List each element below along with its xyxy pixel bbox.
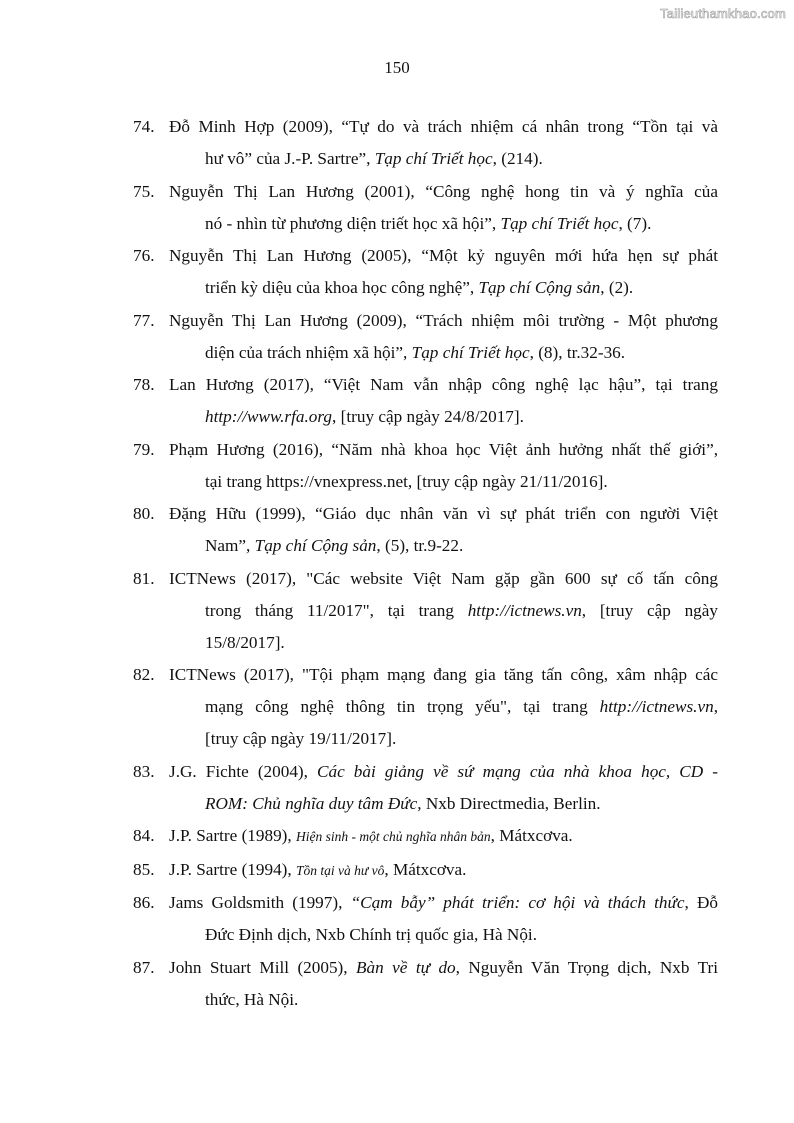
reference-text: Phạm Hương (2016), “Năm nhà khoa học Việt ảnh hưởng nhất thế giới”, <box>169 439 718 459</box>
reference-text: [truy cập ngày 19/11/2017]. <box>205 729 397 748</box>
reference-line <box>169 887 718 919</box>
reference-line <box>169 143 718 175</box>
reference-line <box>169 498 718 530</box>
reference-text: ICTNews (2017), "Tội phạm mạng đang gia tăng tấn công, xâm nhập các <box>169 665 718 684</box>
reference-line <box>169 111 718 143</box>
reference-line <box>169 756 718 788</box>
reference-text: mạng công nghệ thông tin trọng yếu", tại trang <box>205 697 600 716</box>
reference-text: , Mátxcơva. <box>384 859 467 879</box>
reference-line <box>169 952 718 984</box>
reference-text: Nguyễn Thị Lan Hương (2009), “Trách nhiệm môi trường - Một phương <box>169 310 718 330</box>
reference-line <box>169 820 718 853</box>
reference-number: 86. <box>133 893 155 912</box>
reference-line <box>169 723 718 755</box>
reference-italic-text: Hiện sinh - một chủ nghĩa nhân bản <box>295 829 491 844</box>
reference-item <box>133 240 718 304</box>
reference-text: , (5), tr.9-22. <box>376 536 464 555</box>
reference-text: , (214). <box>492 149 543 168</box>
reference-text: triển kỳ diệu của khoa học công nghệ”, <box>205 278 479 297</box>
reference-number: 83. <box>133 761 155 781</box>
reference-line <box>169 272 718 304</box>
reference-text: 15/8/2017]. <box>205 632 285 652</box>
reference-line <box>169 691 718 723</box>
reference-text: Nxb Directmedia, Berlin. <box>421 793 601 813</box>
reference-text: trong tháng 11/2017", tại trang <box>205 600 468 620</box>
reference-text: , Nguyễn Văn Trọng dịch, Nxb Tri <box>455 957 718 977</box>
reference-line <box>169 627 718 659</box>
reference-text: , [truy cập ngày 24/8/2017]. <box>332 407 524 426</box>
reference-text: , (8), tr.32-36. <box>529 342 626 362</box>
reference-text: , Mátxcơva. <box>490 826 573 845</box>
reference-item <box>133 563 718 659</box>
reference-item <box>133 369 718 433</box>
reference-line <box>169 369 718 401</box>
reference-line <box>169 176 718 208</box>
reference-text: J.P. Sartre (1989), <box>169 826 296 845</box>
reference-italic-text: Bàn về tự do <box>356 957 456 977</box>
reference-text: , [truy cập ngày <box>581 600 718 620</box>
reference-line <box>169 466 718 498</box>
reference-text: Lan Hương (2017), “Việt Nam vẫn nhập công nghệ lạc hậu”, tại trang <box>169 375 718 394</box>
reference-italic-text: http://www.rfa.org <box>205 407 333 426</box>
reference-text: , (7). <box>618 213 652 233</box>
reference-item <box>133 176 718 240</box>
reference-number: 74. <box>133 117 155 136</box>
reference-line <box>169 434 718 466</box>
reference-italic-text: Tạp chí Triết học <box>374 149 493 168</box>
reference-text: Jams Goldsmith (1997), <box>169 893 351 912</box>
reference-text: , <box>713 697 718 716</box>
reference-line <box>169 595 718 627</box>
reference-number: 75. <box>133 181 155 201</box>
reference-italic-text: Tạp chí Triết học <box>500 213 619 233</box>
reference-line <box>169 563 718 595</box>
reference-number: 85. <box>133 859 155 879</box>
reference-item <box>133 111 718 175</box>
reference-italic-text: “Cạm bẫy” phát triển: cơ hội và thách thức <box>350 893 685 912</box>
reference-italic-text: Tạp chí Cộng sản <box>254 536 377 555</box>
reference-text: tại trang https://vnexpress.net, [truy cập ngày 21/11/2016]. <box>205 471 608 491</box>
reference-line <box>169 919 718 951</box>
reference-text: John Stuart Mill (2005), <box>169 957 357 977</box>
watermark-text: Tailieuthamkhao.com <box>660 6 786 21</box>
reference-line <box>169 530 718 562</box>
reference-italic-text: Tạp chí Triết học <box>411 342 530 362</box>
reference-list <box>133 111 718 1016</box>
reference-item <box>133 305 718 369</box>
reference-italic-text: Các bài giảng về sứ mạng của nhà khoa học, CD - <box>317 761 718 781</box>
reference-text: Nam”, <box>205 536 255 555</box>
reference-item <box>133 659 718 755</box>
reference-text: diện của trách nhiệm xã hội”, <box>205 342 412 362</box>
reference-italic-text: http://ictnews.vn <box>599 697 714 716</box>
reference-number: 78. <box>133 375 155 394</box>
reference-text: thức, Hà Nội. <box>205 989 299 1009</box>
reference-item <box>133 854 718 887</box>
reference-line <box>169 788 718 820</box>
reference-text: nó - nhìn từ phương diện triết học xã hội”, <box>205 213 501 233</box>
reference-italic-text: Tồn tại và hư vô <box>295 862 385 878</box>
reference-line <box>169 984 718 1016</box>
reference-text: ICTNews (2017), "Các website Việt Nam gặp gần 600 sự cố tấn công <box>169 568 718 588</box>
reference-item <box>133 756 718 820</box>
reference-line <box>169 659 718 691</box>
reference-text: Nguyễn Thị Lan Hương (2001), “Công nghệ hong tin và ý nghĩa của <box>169 181 718 201</box>
reference-text: , (2). <box>600 278 634 297</box>
reference-number: 84. <box>133 826 155 845</box>
reference-text: J.G. Fichte (2004), <box>169 761 318 781</box>
reference-text: Đặng Hữu (1999), “Giáo dục nhân văn vì sự phát triển con người Việt <box>169 504 718 523</box>
reference-line <box>169 240 718 272</box>
reference-line <box>169 401 718 433</box>
reference-number: 80. <box>133 504 155 523</box>
reference-number: 81. <box>133 568 155 588</box>
reference-text: hư vô” của J.-P. Sartre”, <box>205 149 375 168</box>
reference-number: 76. <box>133 246 155 265</box>
reference-number: 82. <box>133 665 155 684</box>
page-number: 150 <box>384 58 410 77</box>
reference-line <box>169 208 718 240</box>
reference-item <box>133 498 718 562</box>
reference-item <box>133 434 718 498</box>
reference-text: Đức Định dịch, Nxb Chính trị quốc gia, Hà Nội. <box>205 925 538 944</box>
reference-item <box>133 887 718 951</box>
reference-number: 87. <box>133 957 155 977</box>
reference-italic-text: http://ictnews.vn <box>467 600 582 620</box>
reference-text: , Đỗ <box>684 893 718 912</box>
reference-line <box>169 337 718 369</box>
reference-number: 79. <box>133 439 155 459</box>
reference-line <box>169 854 718 887</box>
reference-text: Đỗ Minh Hợp (2009), “Tự do và trách nhiệm cá nhân trong “Tồn tại và <box>169 117 718 136</box>
reference-italic-text: Tạp chí Cộng sản <box>478 278 601 297</box>
reference-italic-text: ROM: Chủ nghĩa duy tâm Đức, <box>205 793 422 813</box>
reference-item <box>133 952 718 1016</box>
reference-number: 77. <box>133 310 155 330</box>
reference-line <box>169 305 718 337</box>
reference-text: Nguyễn Thị Lan Hương (2005), “Một kỷ nguyên mới hứa hẹn sự phát <box>169 246 718 265</box>
reference-item <box>133 820 718 853</box>
reference-text: J.P. Sartre (1994), <box>169 859 296 879</box>
